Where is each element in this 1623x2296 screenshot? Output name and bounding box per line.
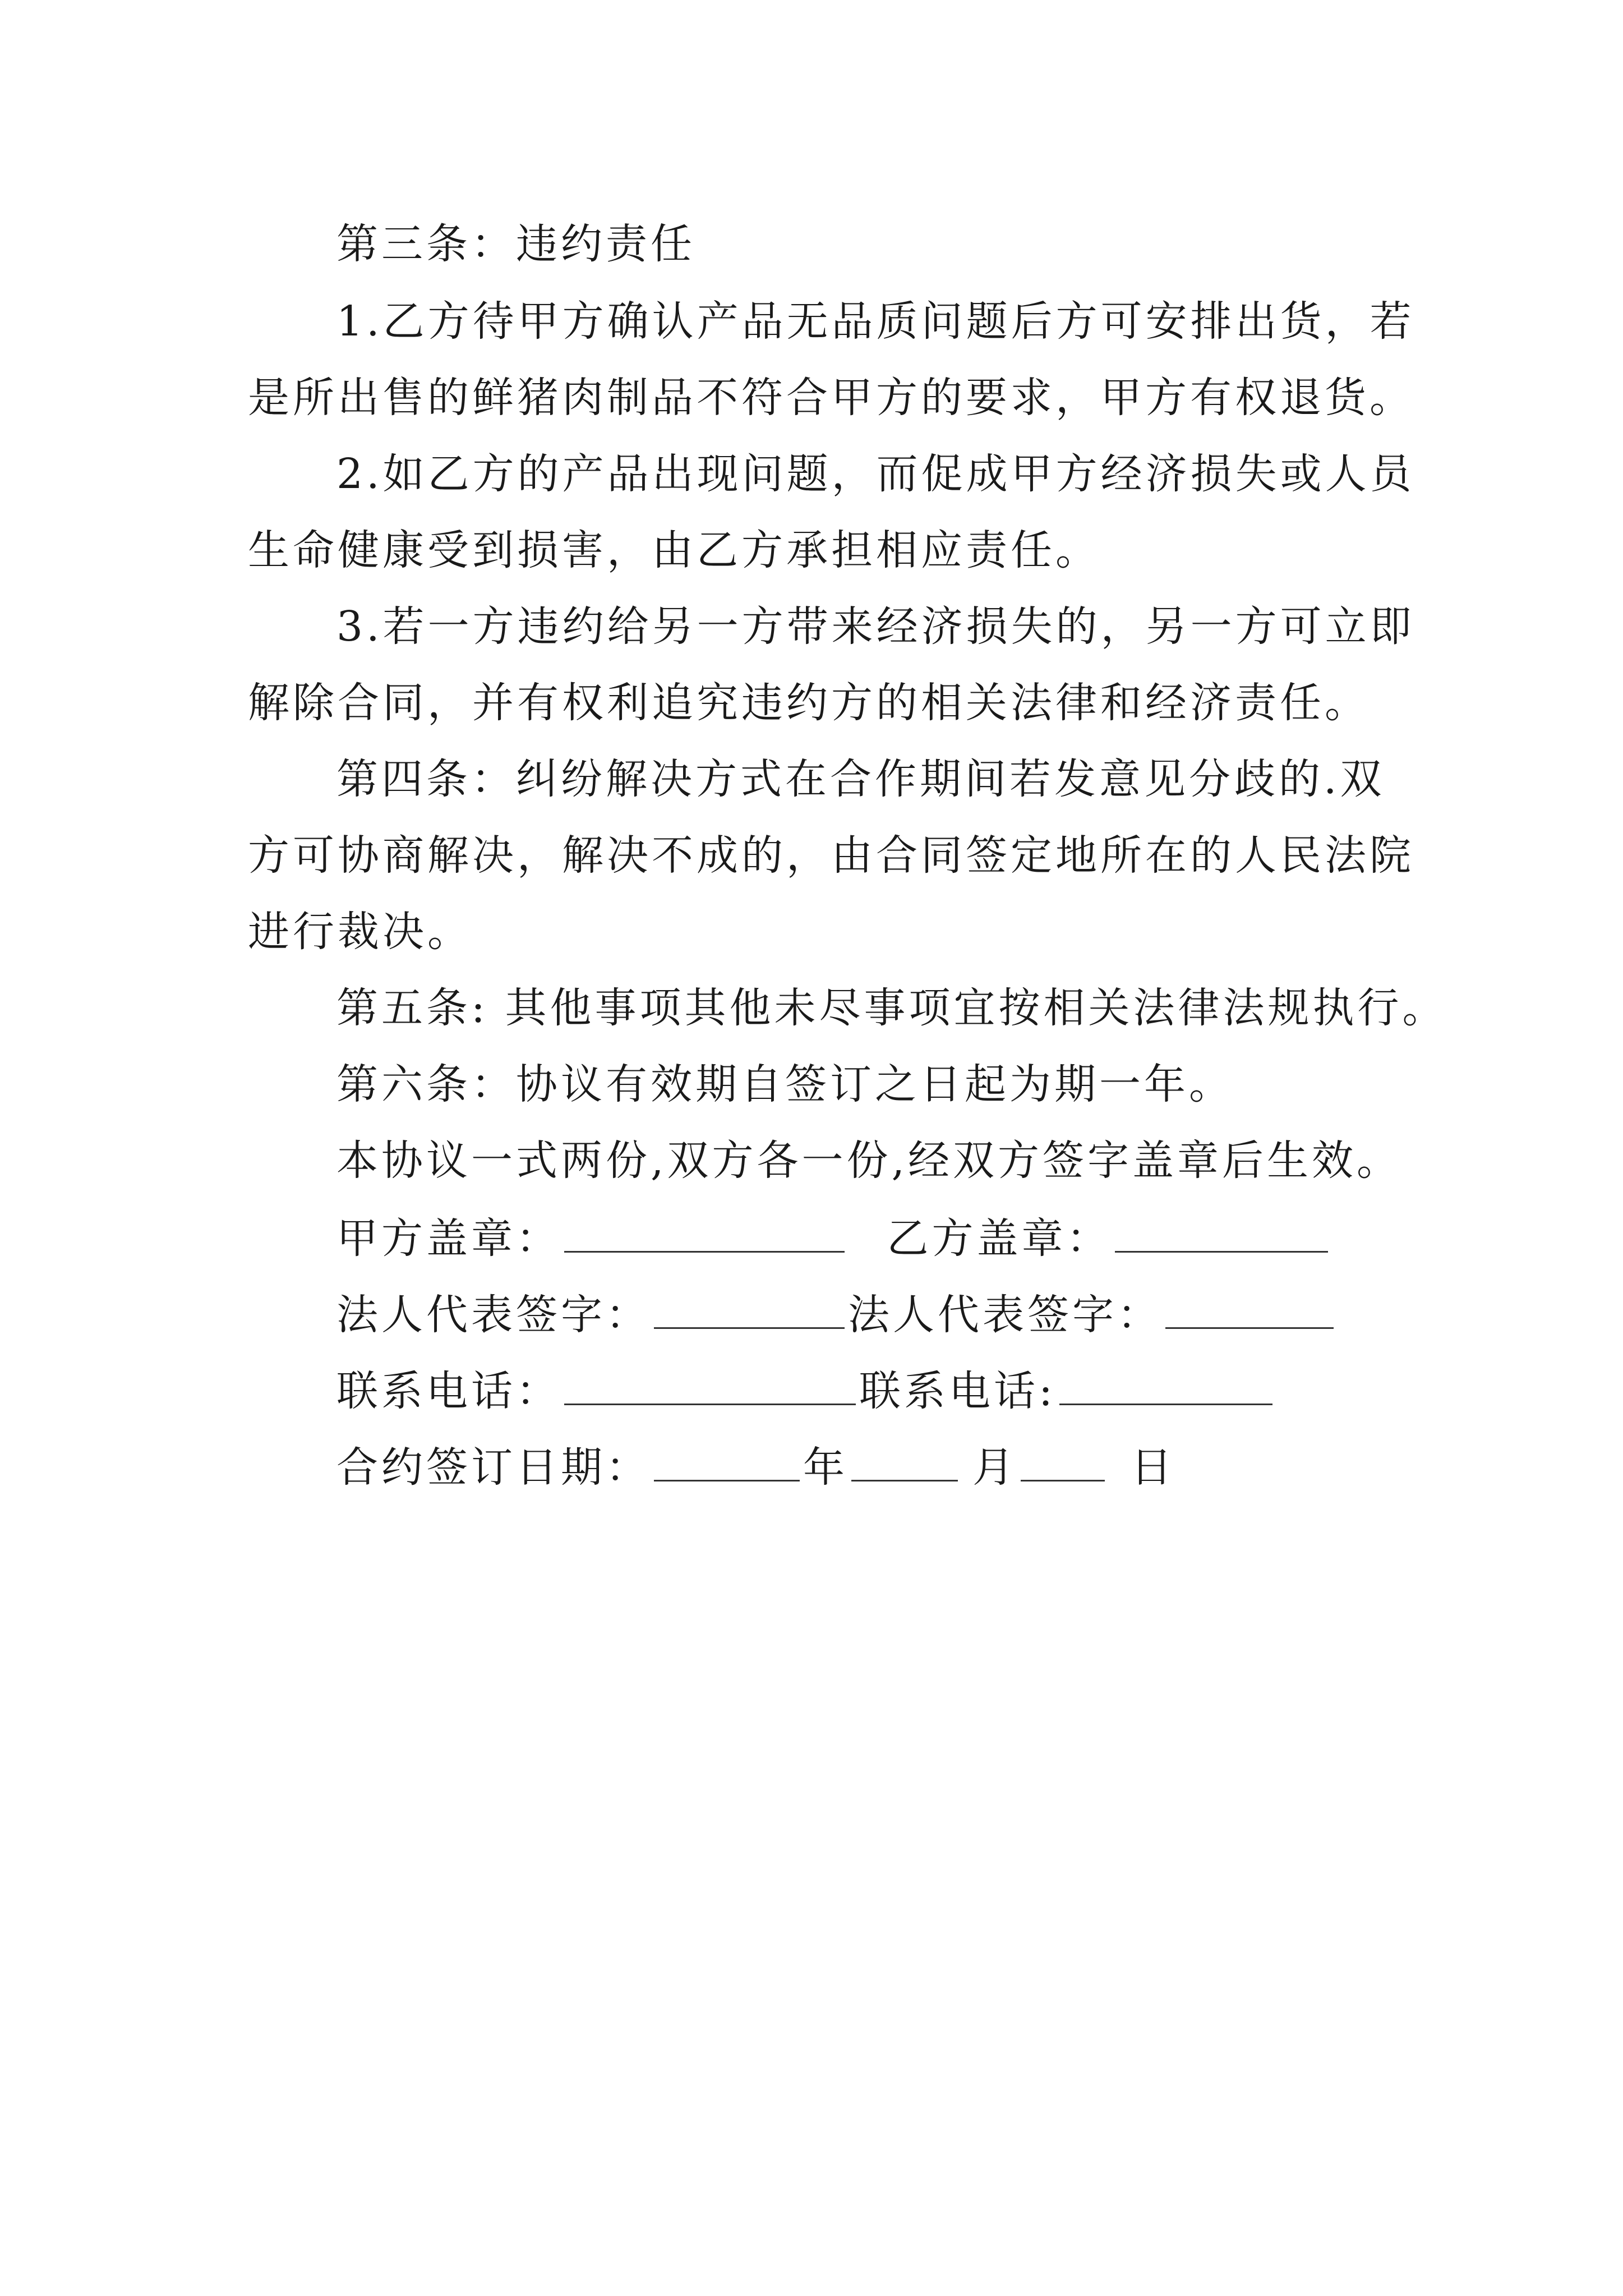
article4-line2: 方可协商解决，解决不成的，由合同签定地所在的人民法院: [248, 831, 1414, 880]
article6: 第六条：协议有效期自签订之日起为期一年。: [336, 1060, 1234, 1108]
copies-clause: 本协议一式两份,双方各一份,经双方签字盖章后生效。: [336, 1137, 1402, 1185]
rep-sign-b-label: 法人代表签字：: [848, 1291, 1162, 1339]
article4-line3: 进行裁决。: [248, 908, 472, 956]
rep-sign-row: [336, 1291, 1337, 1339]
party-b-seal-label: 乙方盖章：: [887, 1214, 1112, 1263]
party-a-seal-blank[interactable]: [564, 1216, 845, 1253]
year-blank[interactable]: [654, 1445, 800, 1481]
party-a-seal-label: 甲方盖章：: [336, 1214, 561, 1263]
day-label: 日: [1131, 1443, 1175, 1492]
party-b-seal-blank[interactable]: [1115, 1216, 1328, 1253]
article5: 第五条: 其他事项其他未尽事项宜按相关法律法规执行。: [336, 984, 1447, 1032]
phone-b-blank[interactable]: [1059, 1369, 1272, 1405]
month-label: 月: [972, 1443, 1017, 1492]
article3-clause2-line1: 2.如乙方的产品出现问题，而促成甲方经济损失或人员: [336, 450, 1415, 498]
date-label: 合约签订日期：: [336, 1443, 651, 1492]
rep-sign-b-blank[interactable]: [1165, 1292, 1334, 1329]
article3-clause2-line2: 生命健康受到损害，由乙方承担相应责任。: [248, 526, 1100, 574]
article4-line1: 第四条：纠纷解决方式在合作期间若发意见分歧的.双: [336, 755, 1385, 803]
rep-sign-a-blank[interactable]: [654, 1292, 845, 1329]
phone-row: [336, 1367, 1276, 1415]
phone-a-blank[interactable]: [564, 1369, 856, 1405]
article3-clause3-line1: 3.若一方违约给另一方带来经济损失的，另一方可立即: [336, 602, 1415, 651]
article3-clause3-line2: 解除合同，并有权利追究违约方的相关法律和经济责任。: [248, 679, 1370, 727]
phone-a-label: 联系电话：: [336, 1367, 561, 1415]
phone-b-label: 联系电话:: [859, 1367, 1056, 1415]
article3-heading: 第三条：违约责任: [336, 220, 695, 268]
article3-clause1-line2: 是所出售的鲜猪肉制品不符合甲方的要求，甲方有权退货。: [248, 374, 1414, 422]
seal-row: [336, 1214, 1331, 1263]
month-blank[interactable]: [851, 1445, 958, 1481]
rep-sign-a-label: 法人代表签字：: [336, 1291, 651, 1339]
date-row: [336, 1443, 1175, 1492]
year-label: 年: [803, 1443, 848, 1492]
day-blank[interactable]: [1021, 1445, 1105, 1481]
article3-clause1-line1: 1.乙方待甲方确认产品无品质问题后方可安排出货，若: [336, 297, 1415, 346]
